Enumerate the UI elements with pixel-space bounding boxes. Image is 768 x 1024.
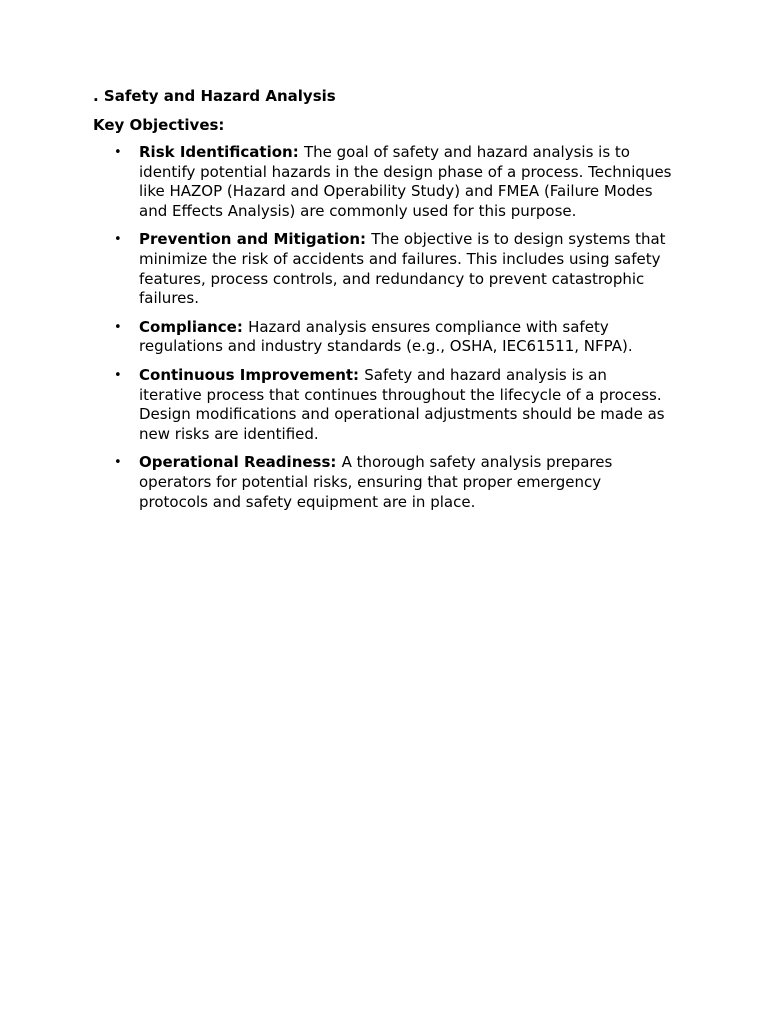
bullet-icon: • — [114, 319, 122, 335]
item-text: The objective is to design systems that minimize the risk of accidents and failures. This includes using safety features, process controls, and redundancy to prevent catastrophic failures. — [139, 230, 666, 308]
bullet-icon: • — [114, 367, 122, 383]
key-objectives-heading: Key Objectives: — [93, 116, 225, 134]
list-item — [93, 318, 673, 357]
list-item — [93, 453, 673, 512]
document-page — [93, 86, 673, 521]
item-term: Compliance: — [139, 317, 249, 336]
section-title: . Safety and Hazard Analysis — [93, 87, 336, 105]
objectives-list — [93, 143, 673, 512]
item-text: Safety and hazard analysis is an iterative process that continues throughout the lifecycle of a process. Design modifications and operational adjustments should be made as new risks are identified. — [139, 365, 665, 443]
item-term: Prevention and Mitigation: — [139, 230, 372, 249]
list-item — [93, 366, 673, 444]
list-item — [93, 230, 673, 308]
list-item — [93, 143, 673, 221]
item-text: Hazard analysis ensures compliance with safety regulations and industry standards (e.g., OSHA, IEC61511, NFPA). — [139, 317, 633, 356]
item-text: The goal of safety and hazard analysis is to identify potential hazards in the design phase of a process. Techniques like HAZOP (Hazard and Operability Study) and FMEA (Failure Modes and Effects Analysis) are commonly used for this purpose. — [139, 143, 672, 220]
bullet-icon: • — [114, 455, 122, 471]
item-term: Risk Identification: — [139, 143, 304, 161]
item-text: A thorough safety analysis prepares operators for potential risks, ensuring that proper emergency protocols and safety equipment are in place. — [139, 453, 613, 511]
item-term: Continuous Improvement: — [139, 365, 365, 384]
bullet-icon: • — [114, 145, 122, 160]
item-term: Operational Readiness: — [139, 453, 342, 472]
bullet-icon: • — [114, 232, 122, 248]
